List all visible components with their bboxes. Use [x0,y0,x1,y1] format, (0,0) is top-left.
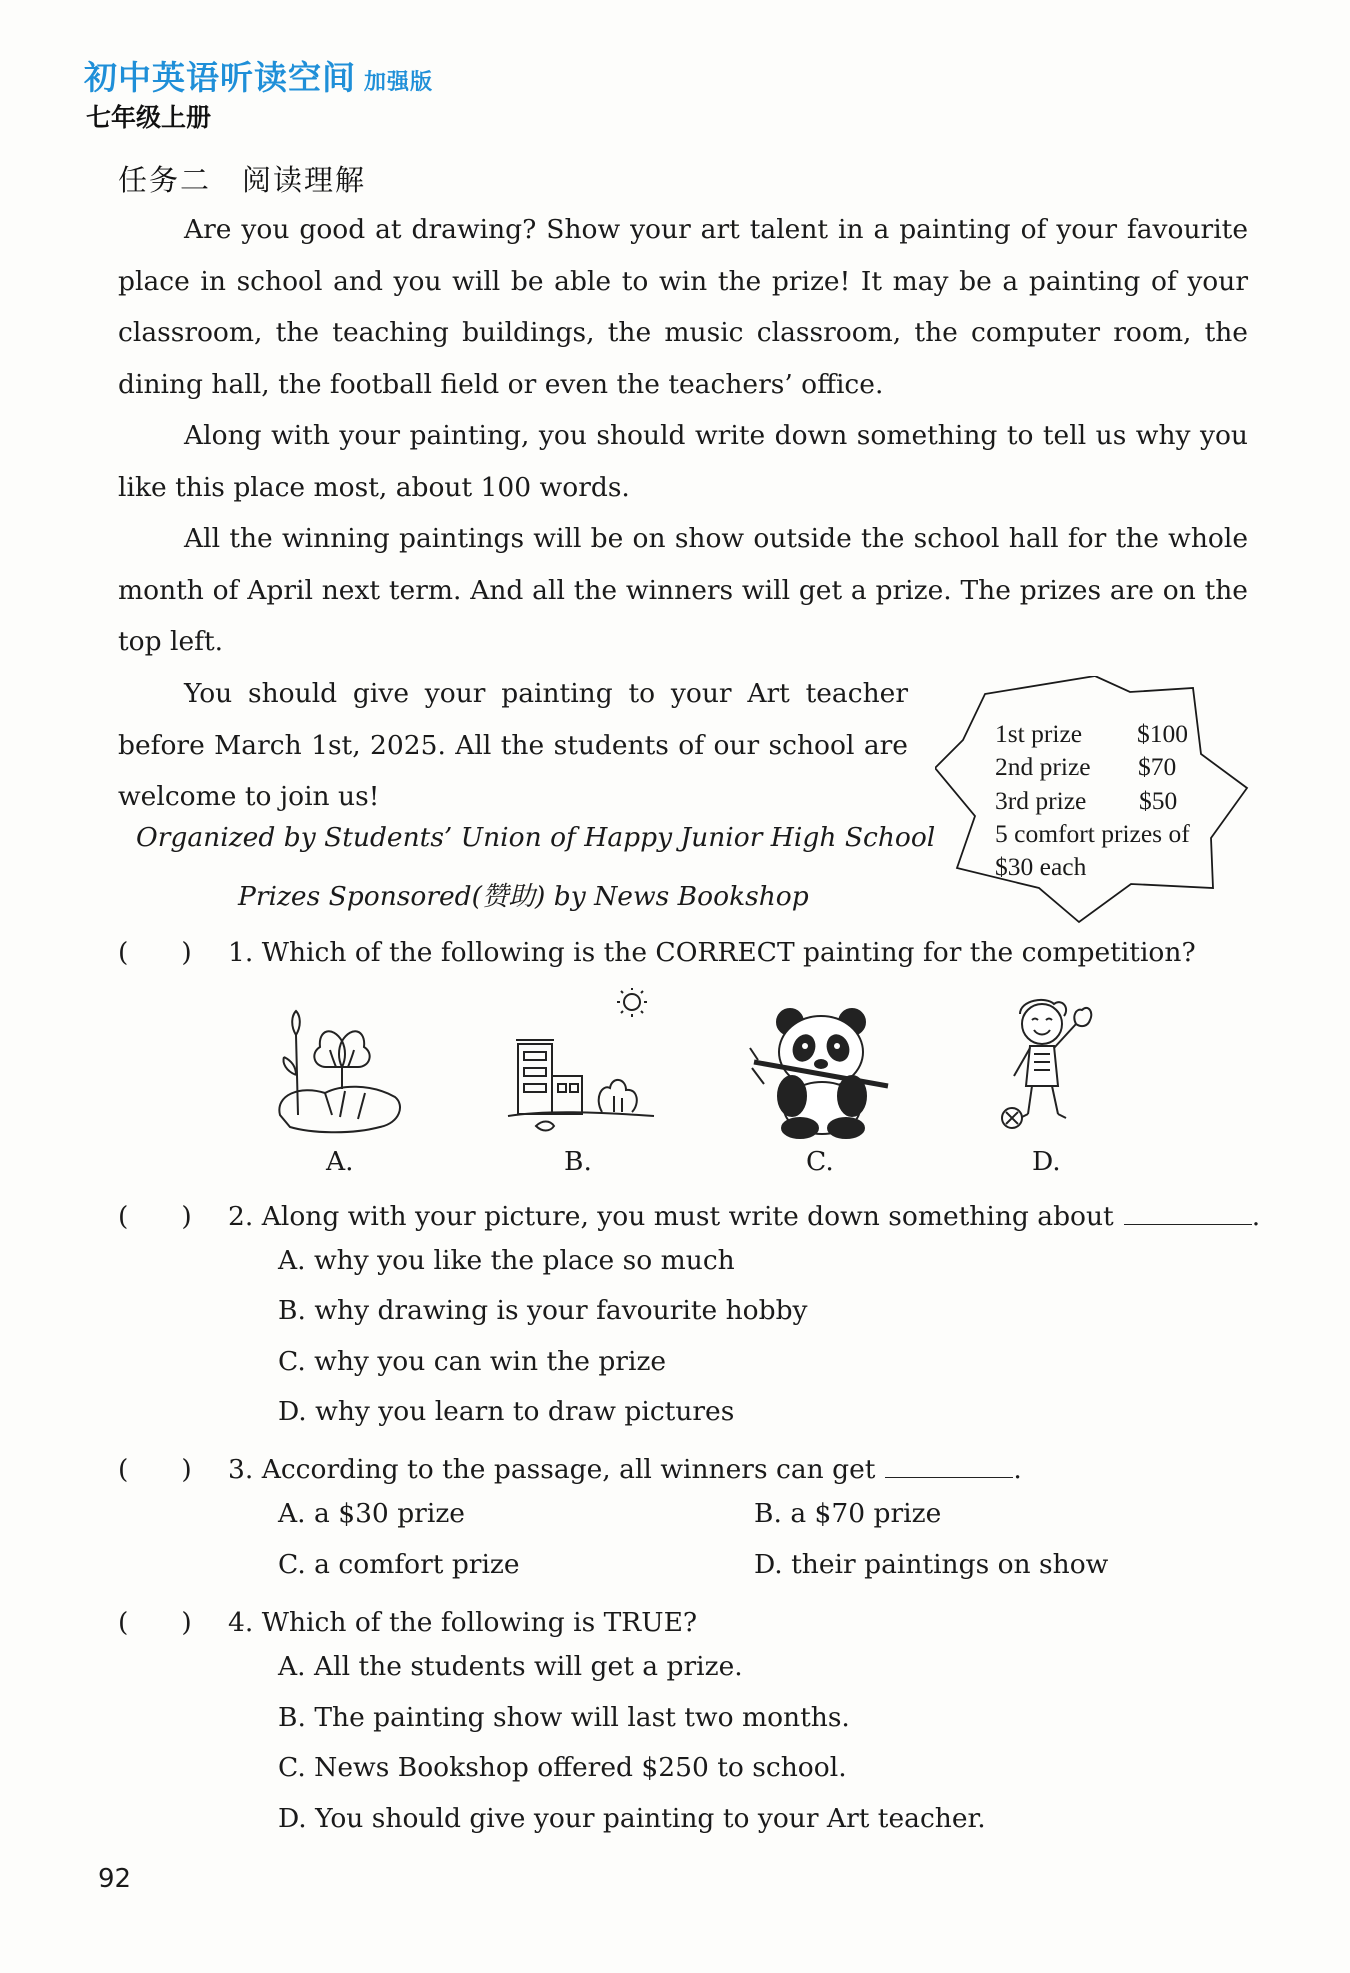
book-edition: 加强版 [364,70,434,95]
prize-1-amount: $100 [1137,719,1188,748]
question-3 [118,1447,1022,1486]
question-4-text: 4. Which of the following is TRUE? [228,1607,698,1638]
prize-2-name: 2nd prize [995,752,1091,781]
passage [118,204,1248,668]
grade-label: 七年级上册 [86,103,212,132]
answer-bracket-1[interactable]: ( ) [118,937,192,968]
prize-comfort-each: $30 each [995,852,1087,881]
q2-option-a[interactable]: A. why you like the place so much [278,1245,735,1276]
school-building-icon [506,988,656,1138]
picture-label-d[interactable]: D. [1032,1146,1061,1177]
answer-blank-3 [885,1455,1013,1478]
q4-option-a[interactable]: A. All the students will get a prize. [278,1651,743,1682]
question-3-text: 3. According to the passage, all winners can get [228,1454,876,1485]
prize-2-amount: $70 [1138,752,1177,781]
question-2-end: . [1251,1201,1261,1232]
prize-burst-box [935,676,1255,924]
passage-paragraph-3: All the winning paintings will be on show outside the school hall for the whole month of April next term. And all the winners will get a prize. The prizes are on the top left. [118,523,1248,657]
answer-bracket-2[interactable]: ( ) [118,1201,192,1232]
lotus-icon [270,1005,410,1140]
passage-paragraph-4-block [118,668,908,823]
sponsor-line: Prizes Sponsored(赞助) by News Bookshop [238,881,809,912]
answer-blank-2 [1124,1202,1252,1225]
book-title [84,52,433,99]
answer-bracket-3[interactable]: ( ) [118,1454,192,1485]
burst-shape [935,676,1255,924]
q2-option-c[interactable]: C. why you can win the prize [278,1346,667,1377]
q3-option-a[interactable]: A. a $30 prize [278,1498,465,1529]
task-title: 任务二 阅读理解 [118,163,367,197]
question-3-end: . [1013,1454,1022,1485]
q2-option-b[interactable]: B. why drawing is your favourite hobby [278,1295,808,1326]
q3-option-d[interactable]: D. their paintings on show [754,1549,1109,1580]
question-2-text: 2. Along with your picture, you must write down something about [228,1201,1114,1232]
passage-paragraph-1: Are you good at drawing? Show your art talent in a painting of your favourite place in school and you will be able to win the prize! It may be a painting of your classroom, the teaching buildings, the music classroom, the computer room, the dining hall, the football field or even the teachers’ office. [118,214,1248,400]
q3-option-b[interactable]: B. a $70 prize [754,1498,942,1529]
q4-option-b[interactable]: B. The painting show will last two months. [278,1702,850,1733]
prize-1-name: 1st prize [995,719,1083,748]
question-1-text: 1. Which of the following is the CORRECT painting for the competition? [228,937,1196,968]
panda-icon [748,1004,898,1140]
prize-comfort-line: 5 comfort prizes of [995,819,1190,848]
organizer-line: Organized by Students’ Union of Happy Junior High School [136,822,936,853]
q4-option-d[interactable]: D. You should give your painting to your Art teacher. [278,1803,986,1834]
q3-option-c[interactable]: C. a comfort prize [278,1549,520,1580]
picture-label-c[interactable]: C. [806,1146,834,1177]
passage-paragraph-4: You should give your painting to your Art teacher before March 1st, 2025. All the students of our school are welcome to join us! [118,678,908,812]
question-1 [118,930,1196,969]
passage-paragraph-2: Along with your painting, you should write down something to tell us why you like this place most, about 100 words. [118,420,1248,503]
picture-label-a[interactable]: A. [326,1146,354,1177]
prize-3-amount: $50 [1139,786,1178,815]
prize-3-name: 3rd prize [995,786,1087,815]
book-title-text: 初中英语听读空间 [84,58,356,97]
q2-option-d[interactable]: D. why you learn to draw pictures [278,1396,735,1427]
q4-option-c[interactable]: C. News Bookshop offered $250 to school. [278,1752,847,1783]
question-4 [118,1600,697,1639]
boy-with-football-icon [990,994,1110,1134]
question-2 [118,1194,1260,1233]
picture-label-b[interactable]: B. [564,1146,592,1177]
page-number: 92 [98,1864,132,1894]
answer-bracket-4[interactable]: ( ) [118,1607,192,1638]
